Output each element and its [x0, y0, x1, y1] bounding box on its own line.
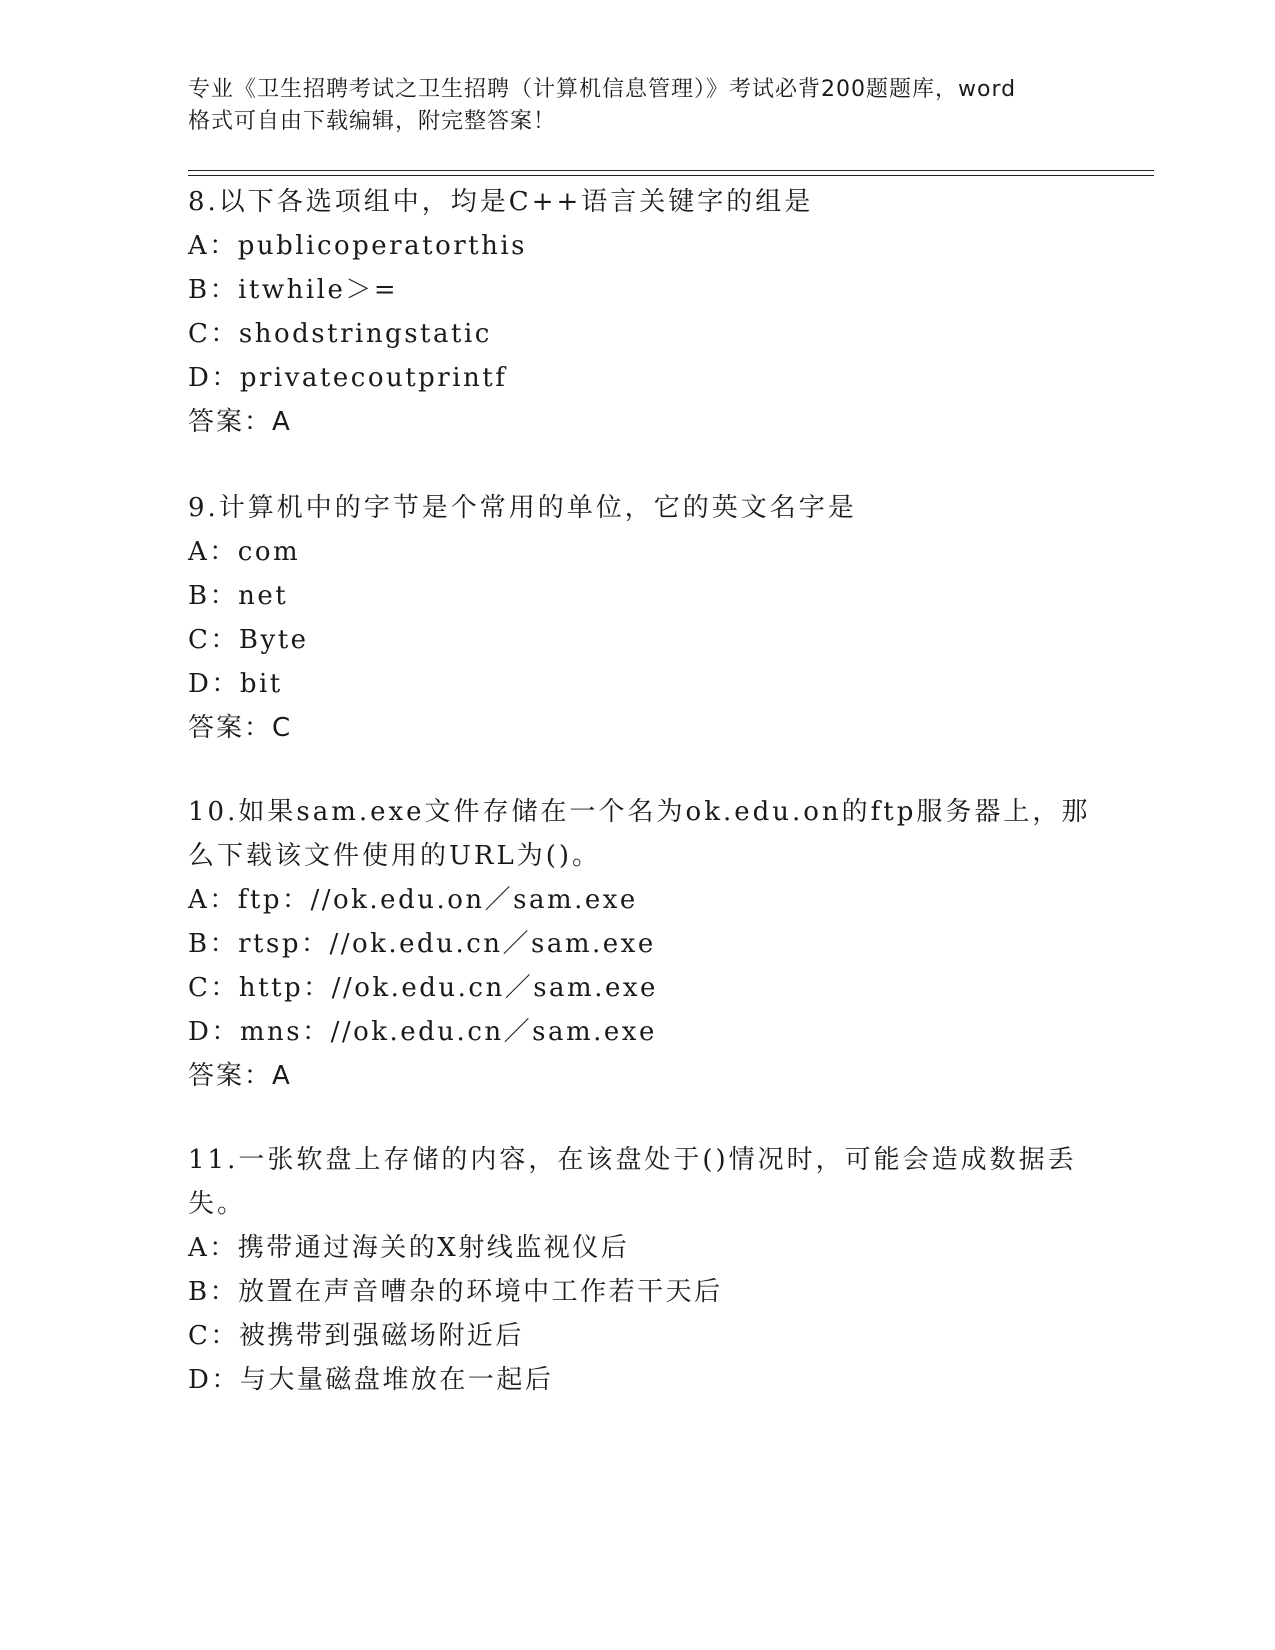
question-text-line-2: 失。	[188, 1189, 247, 1219]
question-9	[188, 486, 1088, 750]
answer: 答案：A	[188, 1061, 292, 1091]
question-10	[188, 790, 1091, 1098]
option-a: A：携带通过海关的X射线监视仪后	[188, 1233, 630, 1263]
question-text: 9.计算机中的字节是个常用的单位，它的英文名字是	[188, 493, 857, 523]
document-header	[188, 74, 1088, 138]
option-c: C：http：//ok.edu.cn／sam.exe	[188, 973, 658, 1003]
answer: 答案：A	[188, 407, 292, 437]
question-11	[188, 1138, 1088, 1402]
option-c: C：shodstringstatic	[188, 319, 492, 349]
header-line-2: 格式可自由下载编辑，附完整答案！	[188, 109, 557, 134]
question-text-line-2: 么下载该文件使用的URL为()。	[188, 841, 602, 871]
option-a: A：com	[188, 537, 301, 567]
option-b: B：net	[188, 581, 289, 611]
option-a: A：ftp：//ok.edu.on／sam.exe	[188, 885, 638, 915]
option-c: C：Byte	[188, 625, 309, 655]
question-8	[188, 180, 1088, 444]
option-a: A：publicoperatorthis	[188, 231, 527, 261]
option-b: B：itwhile＞=	[188, 275, 399, 305]
option-d: D：privatecoutprintf	[188, 363, 508, 393]
option-d: D：与大量磁盘堆放在一起后	[188, 1365, 554, 1395]
header-line-1: 专业《卫生招聘考试之卫生招聘（计算机信息管理）》考试必背200题题库，word	[188, 77, 1017, 102]
option-b: B：rtsp：//ok.edu.cn／sam.exe	[188, 929, 656, 959]
option-d: D：mns：//ok.edu.cn／sam.exe	[188, 1017, 657, 1047]
option-c: C：被携带到强磁场附近后	[188, 1321, 524, 1351]
question-text-line-1: 11.一张软盘上存储的内容，在该盘处于()情况时，可能会造成数据丢	[188, 1145, 1077, 1175]
option-b: B：放置在声音嘈杂的环境中工作若干天后	[188, 1277, 723, 1307]
header-divider-top	[188, 170, 1154, 171]
question-text: 8.以下各选项组中，均是C++语言关键字的组是	[188, 187, 814, 217]
header-divider-bottom	[188, 175, 1154, 176]
answer: 答案：C	[188, 713, 293, 743]
question-text-line-1: 10.如果sam.exe文件存储在一个名为ok.edu.on的ftp服务器上，那	[188, 797, 1091, 827]
option-d: D：bit	[188, 669, 283, 699]
